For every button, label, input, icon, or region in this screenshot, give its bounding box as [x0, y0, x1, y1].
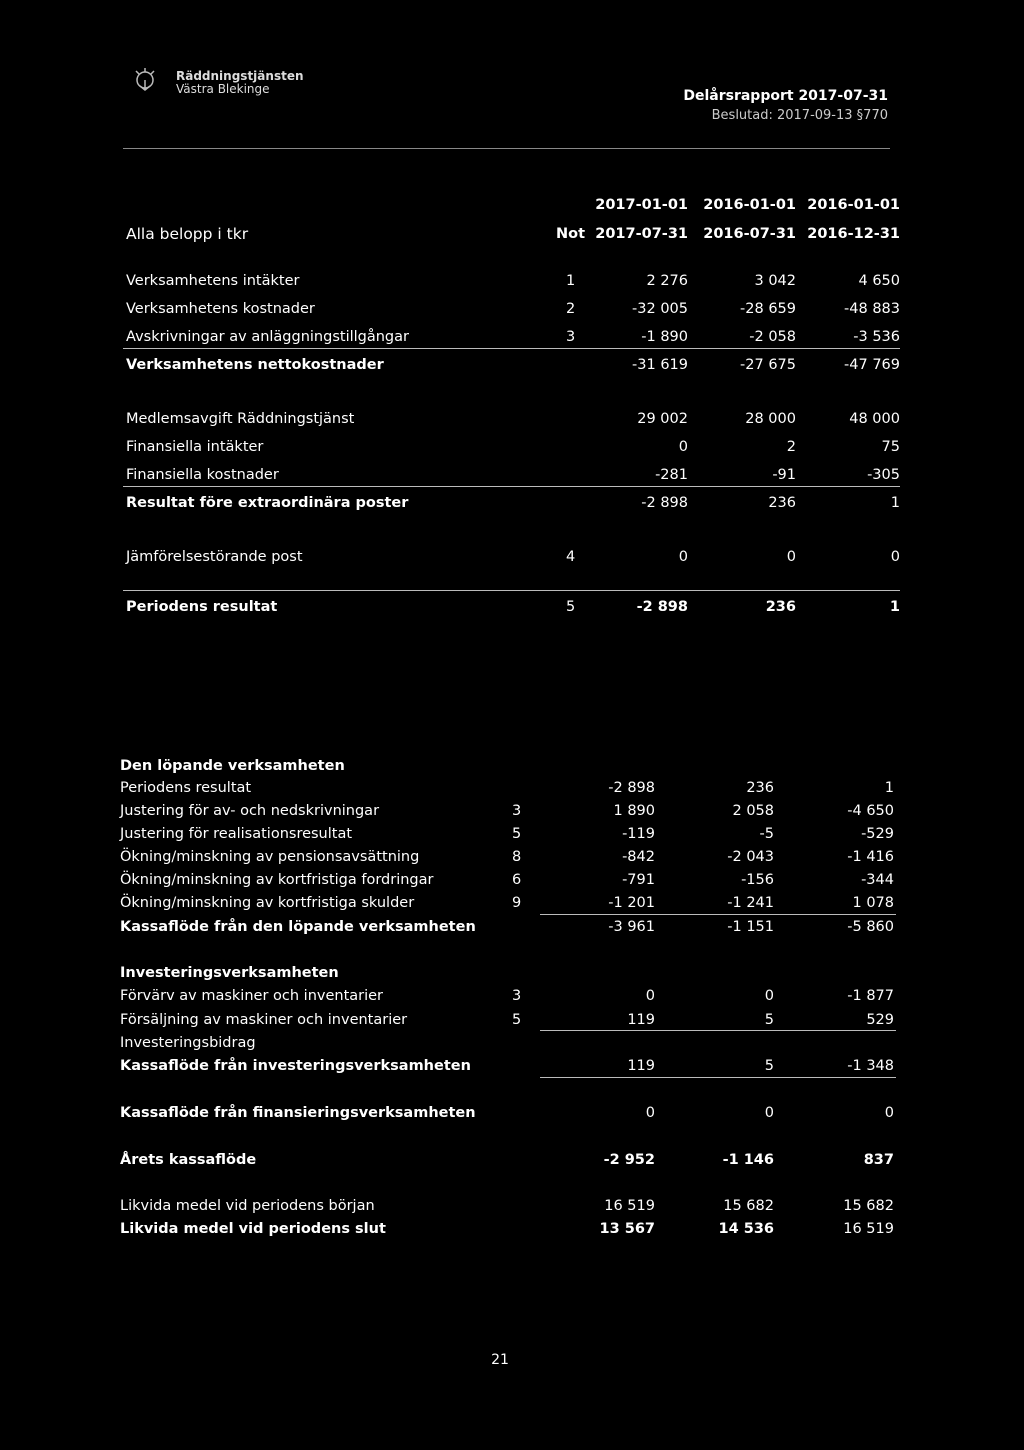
row-value-col1: 0: [645, 988, 655, 1004]
row-value-col3: 1: [884, 780, 894, 796]
income-row: [0, 270, 1024, 292]
row-value-col3: -3 536: [853, 329, 900, 345]
row-value-col1: -1 201: [608, 895, 655, 911]
income-row: [0, 436, 1024, 458]
row-value-col2: -156: [741, 872, 774, 888]
row-note: 3: [566, 329, 576, 345]
row-note: 3: [512, 803, 522, 819]
col1-from: 2017-01-01: [595, 197, 688, 213]
row-label: Kassaflöde från finansieringsverksamheten: [120, 1105, 476, 1121]
row-value-col3: 15 682: [843, 1198, 894, 1214]
income-row-subtotal: [0, 492, 1024, 514]
total-rule: [123, 590, 900, 591]
row-value-col3: -529: [861, 826, 894, 842]
row-value-col1: -842: [622, 849, 655, 865]
cashflow-row: [0, 800, 1024, 822]
row-value-col3: -1 877: [847, 988, 894, 1004]
row-value-col1: 1 890: [613, 803, 655, 819]
row-value-col2: 0: [786, 549, 796, 565]
row-value-col1: -791: [622, 872, 655, 888]
cashflow-row: [0, 892, 1024, 914]
row-value-col2: -5: [759, 826, 774, 842]
page-number: 21: [491, 1352, 509, 1368]
row-note: 3: [512, 988, 522, 1004]
row-note: 8: [512, 849, 522, 865]
row-value-col3: -305: [867, 467, 900, 483]
header-divider: [123, 148, 890, 149]
row-label: Avskrivningar av anläggningstillgångar: [126, 329, 409, 345]
row-value-col2: 2 058: [732, 803, 774, 819]
row-note: 5: [566, 599, 576, 615]
row-label: Justering för realisationsresultat: [120, 826, 353, 842]
row-label: Finansiella kostnader: [126, 467, 279, 483]
row-label: Ökning/minskning av pensionsavsättning: [120, 849, 420, 865]
row-value-col3: 4 650: [858, 273, 900, 289]
organization-name-line2: Västra Blekinge: [176, 82, 270, 96]
report-info: [683, 88, 888, 123]
row-note: 5: [512, 1012, 522, 1028]
row-value-col1: -2 898: [608, 780, 655, 796]
row-value-col1: 2 276: [646, 273, 688, 289]
row-note: 5: [512, 826, 522, 842]
cashflow-row: [0, 846, 1024, 868]
row-value-col3: 837: [863, 1152, 894, 1168]
row-label: Resultat före extraordinära poster: [126, 495, 409, 511]
row-value-col3: -47 769: [844, 357, 900, 373]
row-value-col1: 119: [627, 1012, 655, 1028]
row-label: Likvida medel vid periodens slut: [120, 1221, 386, 1237]
cashflow-row-subtotal: [0, 1055, 1024, 1077]
col1-to: 2017-07-31: [595, 226, 688, 242]
subtotal-rule: [540, 914, 896, 915]
row-value-col2: 3 042: [754, 273, 796, 289]
col3-to: 2016-12-31: [807, 226, 900, 242]
row-value-col2: -91: [772, 467, 796, 483]
row-label: Medlemsavgift Räddningstjänst: [126, 411, 355, 427]
row-value-col2: 5: [764, 1012, 774, 1028]
subtotal-rule: [123, 348, 900, 349]
row-value-col1: 29 002: [637, 411, 688, 427]
row-value-col3: 0: [890, 549, 900, 565]
row-value-col3: 529: [866, 1012, 894, 1028]
row-label: Ökning/minskning av kortfristiga fordringar: [120, 872, 434, 888]
row-label: Jämförelsestörande post: [126, 549, 303, 565]
organization-logo-icon: [130, 66, 160, 96]
col2-to: 2016-07-31: [703, 226, 796, 242]
row-value-col3: -344: [861, 872, 894, 888]
income-row: [0, 326, 1024, 348]
row-label: Finansiella intäkter: [126, 439, 264, 455]
organization-name-line1: Räddningstjänsten: [176, 69, 304, 83]
row-value-col1: -3 961: [608, 919, 655, 935]
row-label: Investeringsverksamheten: [120, 965, 339, 981]
row-value-col3: 1: [889, 599, 900, 615]
row-label: Kassaflöde från den löpande verksamheten: [120, 919, 476, 935]
row-value-col2: -27 675: [740, 357, 796, 373]
row-value-col3: 1: [890, 495, 900, 511]
row-value-col3: 0: [884, 1105, 894, 1121]
row-label: Periodens resultat: [120, 780, 252, 796]
row-value-col3: -4 650: [847, 803, 894, 819]
income-header-to-row: [0, 223, 1024, 245]
cashflow-row-subtotal: [0, 916, 1024, 938]
row-value-col3: -5 860: [847, 919, 894, 935]
row-note: 1: [566, 273, 576, 289]
row-value-col1: -2 952: [603, 1152, 655, 1168]
organization-name: [176, 70, 304, 96]
row-value-col1: 0: [645, 1105, 655, 1121]
row-value-col2: 236: [765, 599, 796, 615]
row-value-col2: 28 000: [745, 411, 796, 427]
row-value-col3: -48 883: [844, 301, 900, 317]
row-value-col1: 0: [678, 439, 688, 455]
note-column-header: Not: [556, 226, 586, 242]
row-value-col2: 15 682: [723, 1198, 774, 1214]
row-value-col1: 13 567: [599, 1221, 655, 1237]
subtotal-rule: [540, 1077, 896, 1078]
row-label: Periodens resultat: [126, 599, 278, 615]
row-value-col3: -1 416: [847, 849, 894, 865]
cashflow-section-heading: [0, 755, 1024, 777]
row-value-col1: -32 005: [632, 301, 688, 317]
cashflow-row: [0, 1009, 1024, 1031]
row-value-col2: -1 241: [727, 895, 774, 911]
row-value-col1: 16 519: [604, 1198, 655, 1214]
row-label: Den löpande verksamheten: [120, 758, 345, 774]
row-value-col3: 16 519: [843, 1221, 894, 1237]
col2-from: 2016-01-01: [703, 197, 796, 213]
row-value-col1: 119: [627, 1058, 655, 1074]
col3-from: 2016-01-01: [807, 197, 900, 213]
row-value-col1: 0: [678, 549, 688, 565]
report-decided: Beslutad: 2017-09-13 §770: [711, 108, 888, 123]
row-label: Förvärv av maskiner och inventarier: [120, 988, 384, 1004]
cashflow-row-subtotal: [0, 1102, 1024, 1124]
cashflow-row: [0, 1032, 1024, 1054]
report-title: Delårsrapport 2017-07-31: [683, 88, 888, 104]
cashflow-row: [0, 777, 1024, 799]
row-label: Årets kassaflöde: [120, 1152, 257, 1168]
row-value-col2: -2 043: [727, 849, 774, 865]
row-value-col1: -2 898: [636, 599, 688, 615]
cashflow-row: [0, 985, 1024, 1007]
income-row: [0, 408, 1024, 430]
row-value-col1: -119: [622, 826, 655, 842]
row-label: Investeringsbidrag: [120, 1035, 256, 1051]
income-row-total: [0, 596, 1024, 618]
row-value-col3: 1 078: [852, 895, 894, 911]
row-value-col3: 75: [881, 439, 900, 455]
income-row: [0, 546, 1024, 568]
income-row: [0, 464, 1024, 486]
row-value-col2: -1 146: [722, 1152, 774, 1168]
cashflow-row-total: [0, 1149, 1024, 1171]
row-value-col1: -2 898: [641, 495, 688, 511]
row-value-col1: -281: [655, 467, 688, 483]
row-value-col2: -1 151: [727, 919, 774, 935]
row-value-col1: -1 890: [641, 329, 688, 345]
row-value-col2: 236: [746, 780, 774, 796]
row-label: Försäljning av maskiner och inventarier: [120, 1012, 408, 1028]
row-value-col2: 236: [768, 495, 796, 511]
income-row: [0, 298, 1024, 320]
row-label: Justering för av- och nedskrivningar: [120, 803, 380, 819]
row-note: 4: [566, 549, 576, 565]
row-value-col3: -1 348: [847, 1058, 894, 1074]
row-label: Kassaflöde från investeringsverksamheten: [120, 1058, 471, 1074]
row-value-col2: 0: [764, 1105, 774, 1121]
income-row-subtotal: [0, 354, 1024, 376]
row-value-col2: 2: [786, 439, 796, 455]
subtotal-rule: [540, 1030, 896, 1031]
row-value-col2: 14 536: [718, 1221, 774, 1237]
row-label: Verksamhetens nettokostnader: [126, 357, 384, 373]
cashflow-section-heading: [0, 962, 1024, 984]
row-label: Ökning/minskning av kortfristiga skulder: [120, 895, 415, 911]
row-note: 2: [566, 301, 576, 317]
row-label: Verksamhetens kostnader: [126, 301, 315, 317]
row-note: 6: [512, 872, 522, 888]
row-value-col3: 48 000: [849, 411, 900, 427]
subtotal-rule: [123, 486, 900, 487]
row-value-col2: 0: [764, 988, 774, 1004]
cashflow-row-total: [0, 1218, 1024, 1240]
cashflow-row: [0, 869, 1024, 891]
row-label: Likvida medel vid periodens början: [120, 1198, 375, 1214]
income-header-from-row: [0, 194, 1024, 216]
cashflow-row: [0, 823, 1024, 845]
row-note: 9: [512, 895, 522, 911]
cashflow-row: [0, 1195, 1024, 1217]
row-label: Verksamhetens intäkter: [126, 273, 300, 289]
row-value-col2: 5: [764, 1058, 774, 1074]
row-value-col2: -28 659: [740, 301, 796, 317]
row-value-col1: -31 619: [632, 357, 688, 373]
row-value-col2: -2 058: [749, 329, 796, 345]
amount-unit-label: Alla belopp i tkr: [126, 225, 249, 243]
